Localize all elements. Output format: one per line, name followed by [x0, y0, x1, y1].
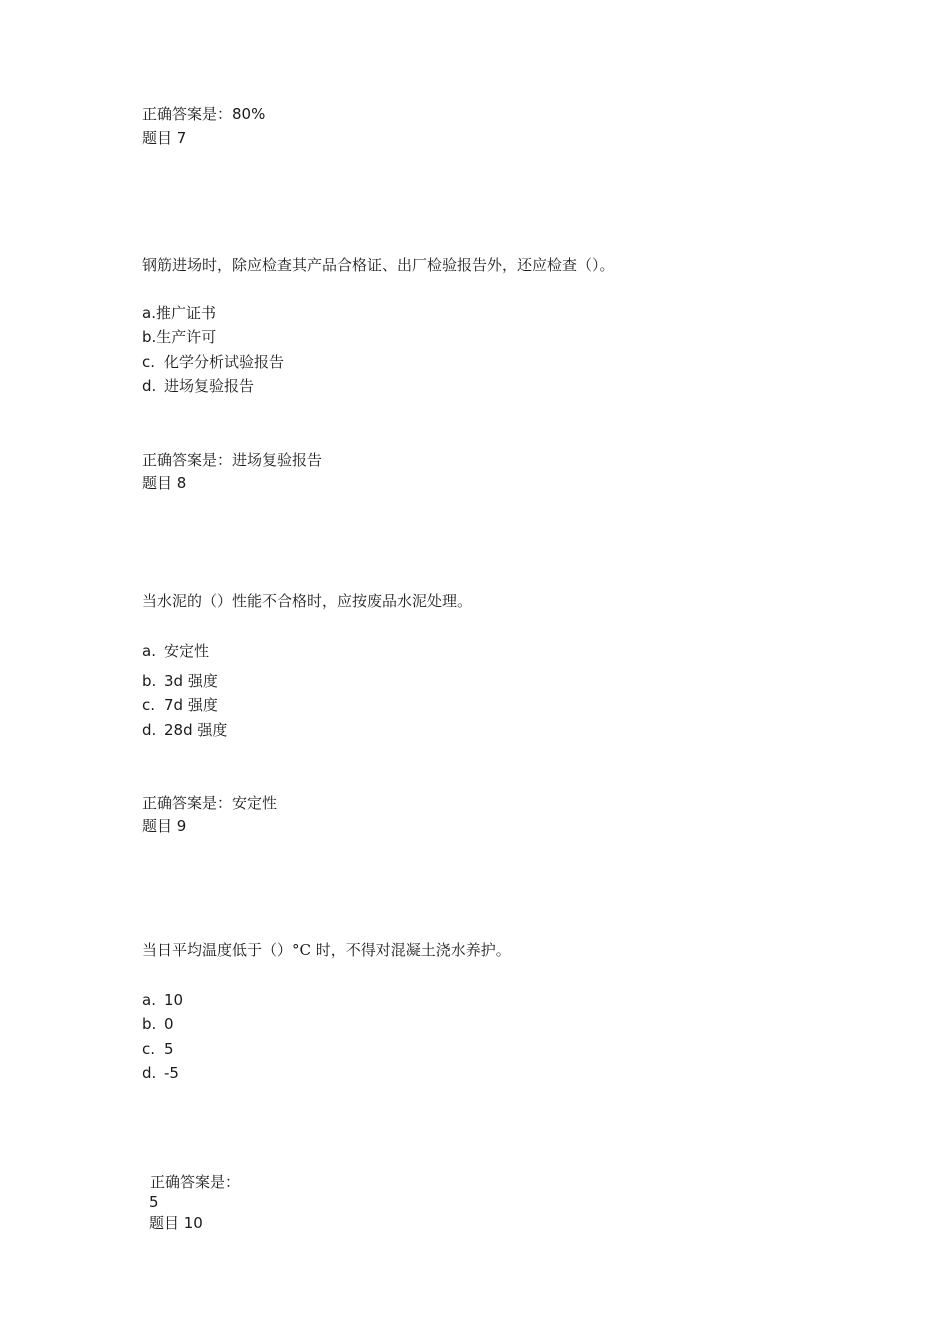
option-letter: d. — [142, 377, 157, 395]
option-letter: c. — [142, 353, 156, 371]
question-stem: 当水泥的（）性能不合格时，应按废品水泥处理。 — [142, 592, 473, 610]
option-text: 5 — [164, 1040, 174, 1058]
answer-value: 5 — [149, 1193, 159, 1211]
answer-value: 进场复验报告 — [232, 451, 323, 469]
option-letter: a. — [142, 304, 156, 322]
option-d — [142, 376, 254, 396]
answer-line — [142, 450, 322, 470]
option-text: 3d 强度 — [164, 672, 218, 690]
option-letter: a. — [142, 642, 156, 660]
option-b — [142, 327, 216, 347]
option-letter: d. — [142, 1064, 157, 1082]
option-text: 推广证书 — [155, 304, 216, 322]
option-letter: d. — [142, 721, 157, 739]
option-text: 生产许可 — [156, 328, 217, 346]
option-text: -5 — [164, 1064, 179, 1082]
answer-prefix: 正确答案是： — [142, 451, 233, 469]
answer-line — [142, 793, 277, 813]
option-letter: a. — [142, 991, 156, 1009]
option-c — [142, 352, 284, 372]
option-text: 安定性 — [164, 642, 210, 660]
answer-value: 安定性 — [232, 794, 278, 812]
answer-line — [142, 104, 265, 124]
answer-prefix: 正确答案是： — [142, 105, 233, 123]
answer-value: 80% — [232, 105, 266, 123]
option-letter: c. — [142, 696, 156, 714]
option-d — [142, 720, 227, 740]
option-c — [142, 695, 218, 715]
option-text: 10 — [164, 991, 184, 1009]
answer-prefix: 正确答案是： — [142, 794, 233, 812]
option-a — [142, 303, 216, 323]
option-letter: b. — [142, 1015, 157, 1033]
answer-prefix: 正确答案是： — [150, 1173, 241, 1191]
question-title: 题目 9 — [142, 817, 187, 835]
option-a — [142, 641, 209, 661]
option-text: 28d 强度 — [164, 721, 228, 739]
option-b — [142, 671, 218, 691]
question-title: 题目 8 — [142, 474, 187, 492]
question-stem: 当日平均温度低于（）°C 时，不得对混凝土浇水养护。 — [142, 941, 511, 959]
option-text: 0 — [164, 1015, 174, 1033]
question-title: 题目 7 — [142, 129, 187, 147]
option-d — [142, 1063, 179, 1083]
option-text: 进场复验报告 — [164, 377, 255, 395]
question-title: 题目 10 — [149, 1214, 203, 1232]
option-b — [142, 1014, 174, 1034]
option-letter: b. — [142, 672, 157, 690]
option-c — [142, 1039, 174, 1059]
option-letter: b. — [142, 328, 157, 346]
option-a — [142, 990, 183, 1010]
option-text: 化学分析试验报告 — [164, 353, 285, 371]
question-stem: 钢筋进场时，除应检查其产品合格证、出厂检验报告外，还应检查（）。 — [142, 256, 615, 274]
option-letter: c. — [142, 1040, 156, 1058]
option-text: 7d 强度 — [164, 696, 218, 714]
